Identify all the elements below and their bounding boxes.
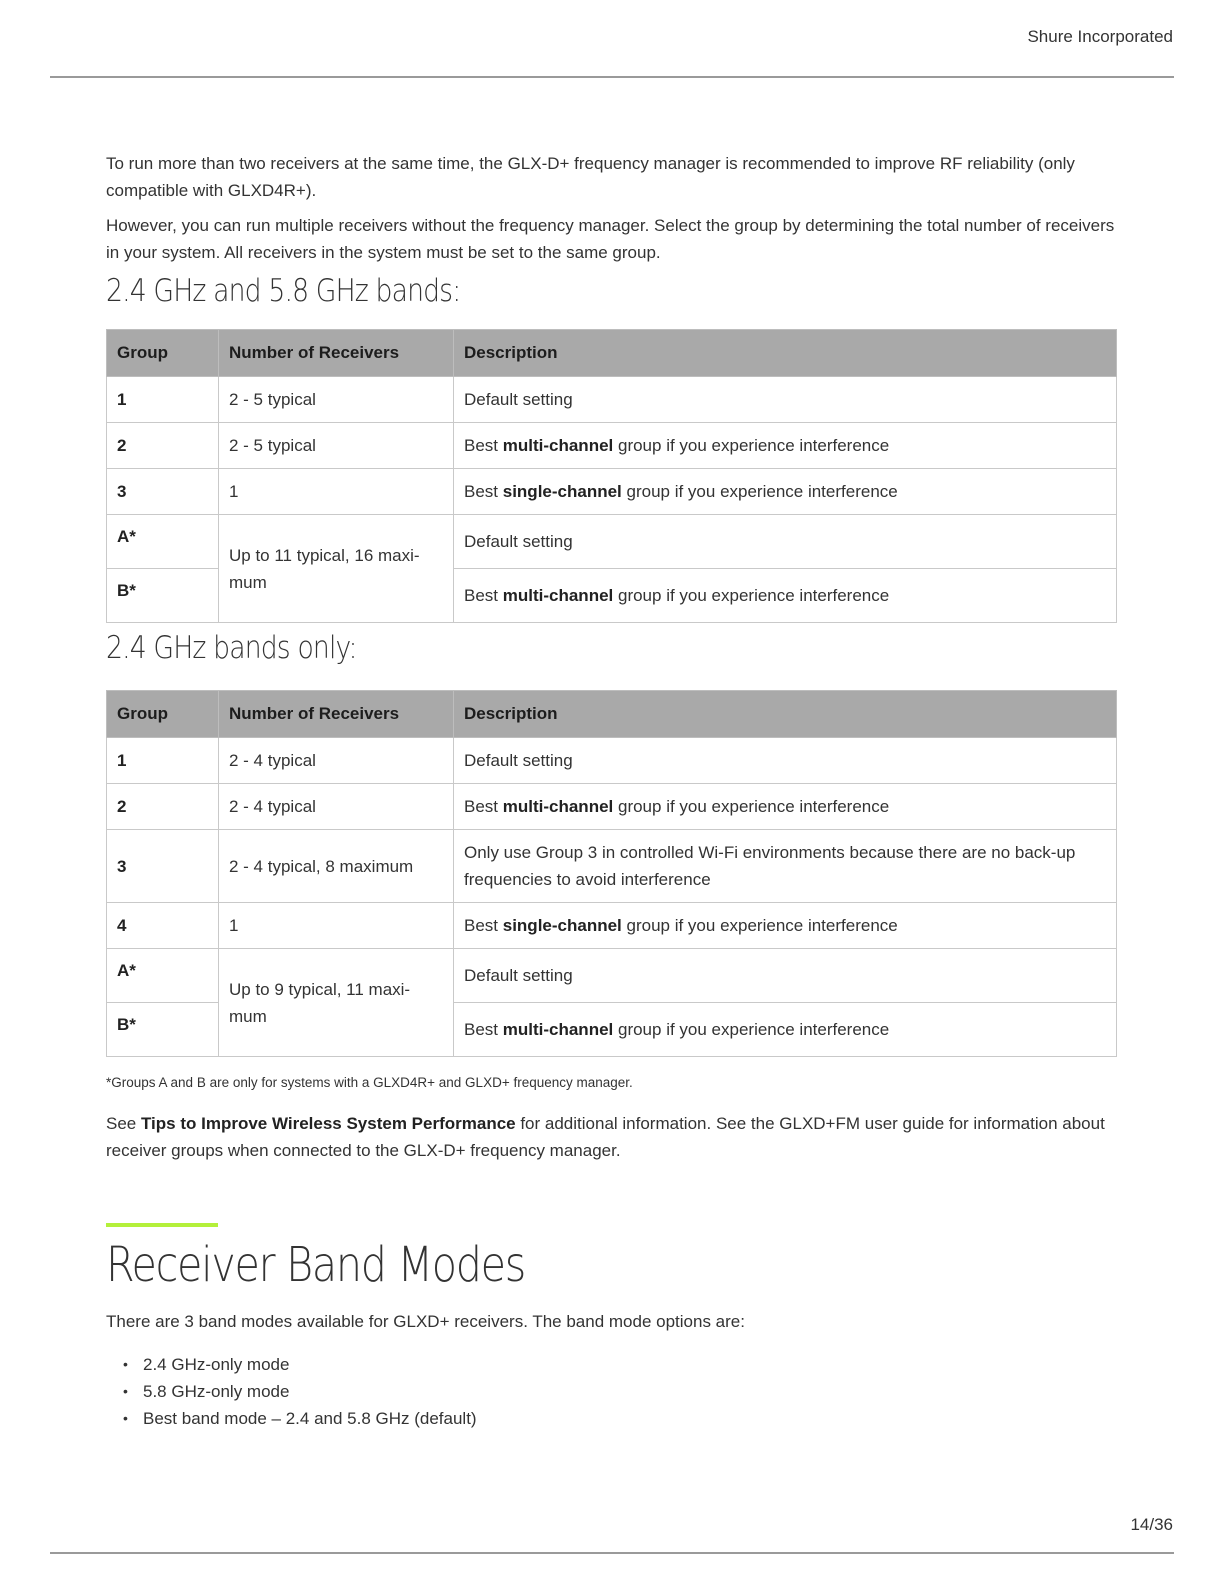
list-item: • 2.4 GHz-only mode bbox=[143, 1351, 1117, 1378]
description-bold: single-channel bbox=[502, 916, 622, 935]
bands-table bbox=[106, 329, 1117, 623]
description-cell: Default setting bbox=[454, 738, 1117, 784]
description-cell: Default setting bbox=[454, 949, 1117, 1003]
table-row bbox=[107, 515, 1117, 569]
see-text: See bbox=[106, 1114, 141, 1133]
table-row bbox=[107, 784, 1117, 830]
column-header-description: Description bbox=[454, 330, 1117, 377]
page-content bbox=[106, 150, 1117, 1432]
list-item: • 5.8 GHz-only mode bbox=[143, 1378, 1117, 1405]
table-header-row bbox=[107, 691, 1117, 738]
description-text: Best bbox=[464, 1020, 503, 1039]
group-cell: A* bbox=[107, 515, 219, 569]
receivers-cell: Up to 11 typical, 16 maxi-mum bbox=[219, 515, 454, 623]
group-cell: 2 bbox=[107, 423, 219, 469]
column-header-description: Description bbox=[454, 691, 1117, 738]
footer-rule bbox=[50, 1552, 1174, 1554]
table-row bbox=[107, 377, 1117, 423]
receivers-cell: 2 - 5 typical bbox=[219, 423, 454, 469]
column-header-group: Group bbox=[107, 330, 219, 377]
description-bold: multi-channel bbox=[502, 1020, 614, 1039]
see-text: for additional information. See the GLXD+FM user guide for information about receiver groups when connected to the GLX-D+ frequency manager. bbox=[106, 1114, 1105, 1160]
description-cell: Default setting bbox=[454, 377, 1117, 423]
description-text: Best bbox=[464, 436, 503, 455]
intro-paragraph-2: However, you can run multiple receivers without the frequency manager. Select the group by determining the total number of receivers in your system. All receivers in the system must be set to the same group. bbox=[106, 216, 1115, 262]
description-bold: single-channel bbox=[502, 482, 622, 501]
bands-24-heading: 2.4 GHz bands only: bbox=[106, 630, 357, 666]
group-cell: 4 bbox=[107, 903, 219, 949]
table-row bbox=[107, 830, 1117, 903]
description-text: group if you experience interference bbox=[613, 1020, 890, 1039]
column-header-receivers: Number of Receivers bbox=[219, 691, 454, 738]
band-mode-list bbox=[106, 1351, 1117, 1432]
description-text: Best bbox=[464, 797, 503, 816]
table-row bbox=[107, 423, 1117, 469]
table-row bbox=[107, 469, 1117, 515]
description-cell bbox=[454, 784, 1117, 830]
see-also-paragraph bbox=[106, 1110, 1117, 1164]
group-cell: 3 bbox=[107, 830, 219, 903]
group-cell: A* bbox=[107, 949, 219, 1003]
description-text: Best bbox=[464, 482, 503, 501]
group-cell: 1 bbox=[107, 738, 219, 784]
group-cell: B* bbox=[107, 1003, 219, 1057]
description-text: group if you experience interference bbox=[613, 797, 890, 816]
receivers-cell: 2 - 4 typical bbox=[219, 738, 454, 784]
description-cell bbox=[454, 423, 1117, 469]
section-accent-bar bbox=[106, 1223, 218, 1227]
description-text: group if you experience interference bbox=[613, 436, 890, 455]
description-cell bbox=[454, 469, 1117, 515]
description-text: Best bbox=[464, 586, 503, 605]
intro-paragraph-1: To run more than two receivers at the same time, the GLX-D+ frequency manager is recommended to improve RF reliability (only compatible with GLXD4R+). bbox=[106, 154, 1075, 200]
page-number: 14/36 bbox=[1130, 1515, 1173, 1534]
table-row bbox=[107, 738, 1117, 784]
list-item: • Best band mode – 2.4 and 5.8 GHz (default) bbox=[143, 1405, 1117, 1432]
description-text: group if you experience interference bbox=[613, 586, 890, 605]
header-company: Shure Incorporated bbox=[1027, 27, 1173, 46]
table-row bbox=[107, 949, 1117, 1003]
group-cell: 1 bbox=[107, 377, 219, 423]
description-bold: multi-channel bbox=[502, 436, 614, 455]
bands-heading: 2.4 GHz and 5.8 GHz bands: bbox=[106, 273, 461, 309]
group-cell: B* bbox=[107, 569, 219, 623]
tips-link[interactable]: Tips to Improve Wireless System Performance bbox=[140, 1114, 516, 1133]
group-cell: 2 bbox=[107, 784, 219, 830]
description-bold: multi-channel bbox=[502, 586, 614, 605]
receivers-cell: 1 bbox=[219, 903, 454, 949]
description-bold: multi-channel bbox=[502, 797, 614, 816]
description-cell: Only use Group 3 in controlled Wi-Fi environments because there are no back-up frequencies to avoid interference bbox=[454, 830, 1117, 903]
description-text: group if you experience interference bbox=[621, 916, 898, 935]
section-title: Receiver Band Modes bbox=[106, 1237, 525, 1293]
group-cell: 3 bbox=[107, 469, 219, 515]
description-text: group if you experience interference bbox=[621, 482, 898, 501]
description-cell bbox=[454, 903, 1117, 949]
description-text: Best bbox=[464, 916, 503, 935]
footnote: *Groups A and B are only for systems with a GLXD4R+ and GLXD+ frequency manager. bbox=[106, 1075, 633, 1090]
bands-24-table bbox=[106, 690, 1117, 1057]
header-rule bbox=[50, 76, 1174, 78]
description-cell bbox=[454, 569, 1117, 623]
receivers-cell: 2 - 4 typical, 8 maximum bbox=[219, 830, 454, 903]
column-header-receivers: Number of Receivers bbox=[219, 330, 454, 377]
table-header-row bbox=[107, 330, 1117, 377]
receivers-cell: Up to 9 typical, 11 maxi-mum bbox=[219, 949, 454, 1057]
receivers-cell: 2 - 5 typical bbox=[219, 377, 454, 423]
table-row bbox=[107, 903, 1117, 949]
band-modes-intro: There are 3 band modes available for GLXD+ receivers. The band mode options are: bbox=[106, 1312, 745, 1331]
description-cell: Default setting bbox=[454, 515, 1117, 569]
description-cell bbox=[454, 1003, 1117, 1057]
receivers-cell: 1 bbox=[219, 469, 454, 515]
column-header-group: Group bbox=[107, 691, 219, 738]
receivers-cell: 2 - 4 typical bbox=[219, 784, 454, 830]
